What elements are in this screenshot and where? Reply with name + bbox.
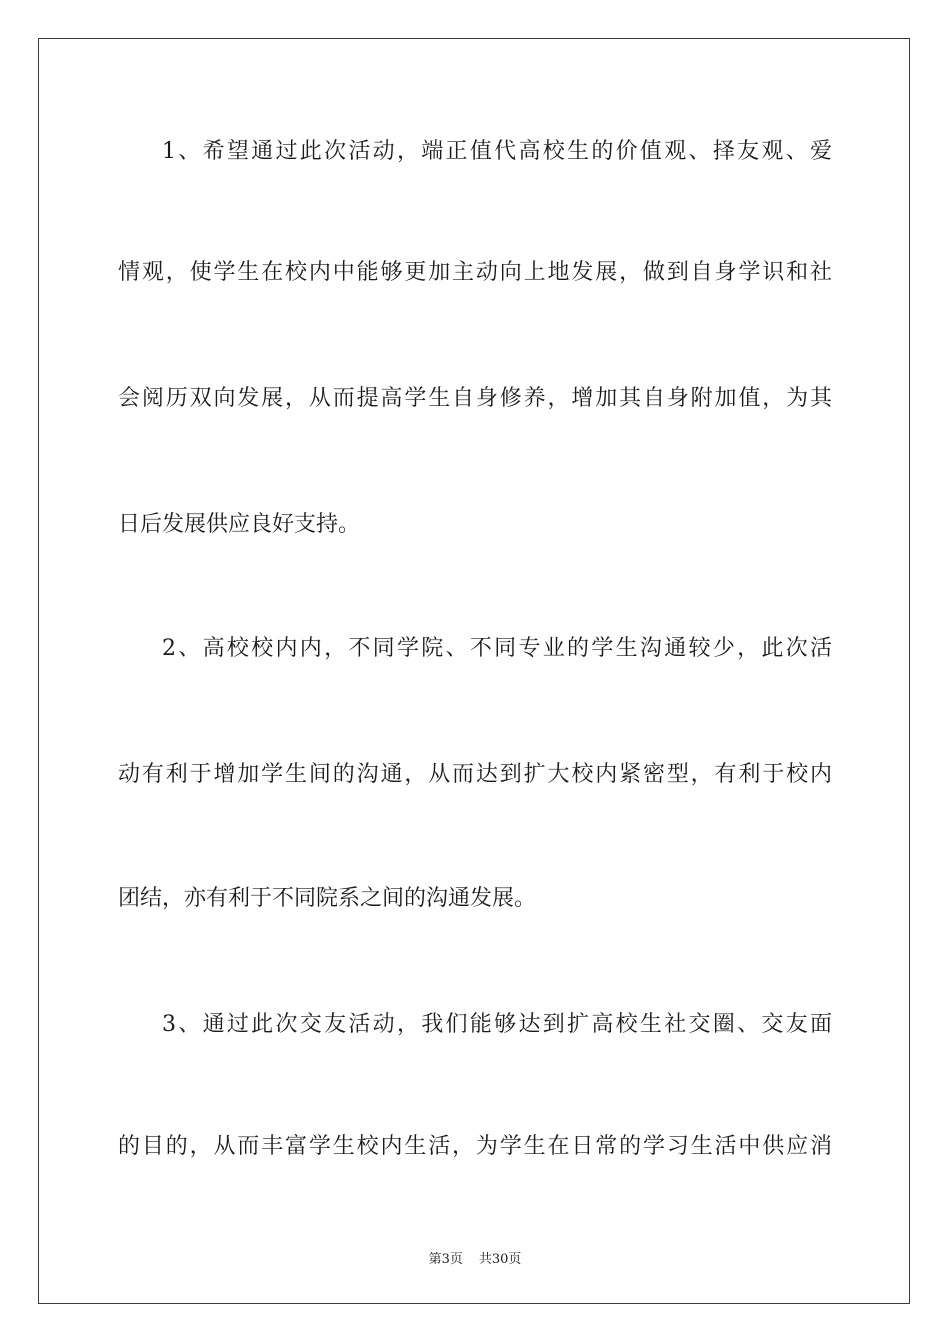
- paragraph-1-line-2: 情观，使学生在校内中能够更加主动向上地发展，做到自身学识和社: [118, 260, 832, 285]
- paragraph-1-line-3: 会阅历双向发展，从而提高学生自身修养，增加其自身附加值，为其: [118, 386, 832, 411]
- paragraph-3-line-2: 的目的，从而丰富学生校内生活，为学生在日常的学习生活中供应消: [118, 1134, 832, 1159]
- paragraph-1-line-1: 1、希望通过此次活动，端正值代高校生的价值观、择友观、爱: [162, 139, 832, 164]
- page-footer: [0, 1248, 950, 1267]
- paragraph-2-line-1: 2、高校校内内，不同学院、不同专业的学生沟通较少，此次活: [162, 636, 832, 661]
- page-border: [38, 38, 910, 1304]
- page-number: 第3页: [428, 1252, 463, 1267]
- paragraph-1-line-4: 日后发展供应良好支持。: [118, 512, 361, 537]
- page-total: 共30页: [478, 1252, 522, 1267]
- paragraph-3-line-1: 3、通过此次交友活动，我们能够达到扩高校生社交圈、交友面: [162, 1012, 832, 1037]
- paragraph-2-line-3: 团结，亦有利于不同院系之间的沟通发展。: [118, 886, 537, 911]
- paragraph-2-line-2: 动有利于增加学生间的沟通，从而达到扩大校内紧密型，有利于校内: [118, 762, 832, 787]
